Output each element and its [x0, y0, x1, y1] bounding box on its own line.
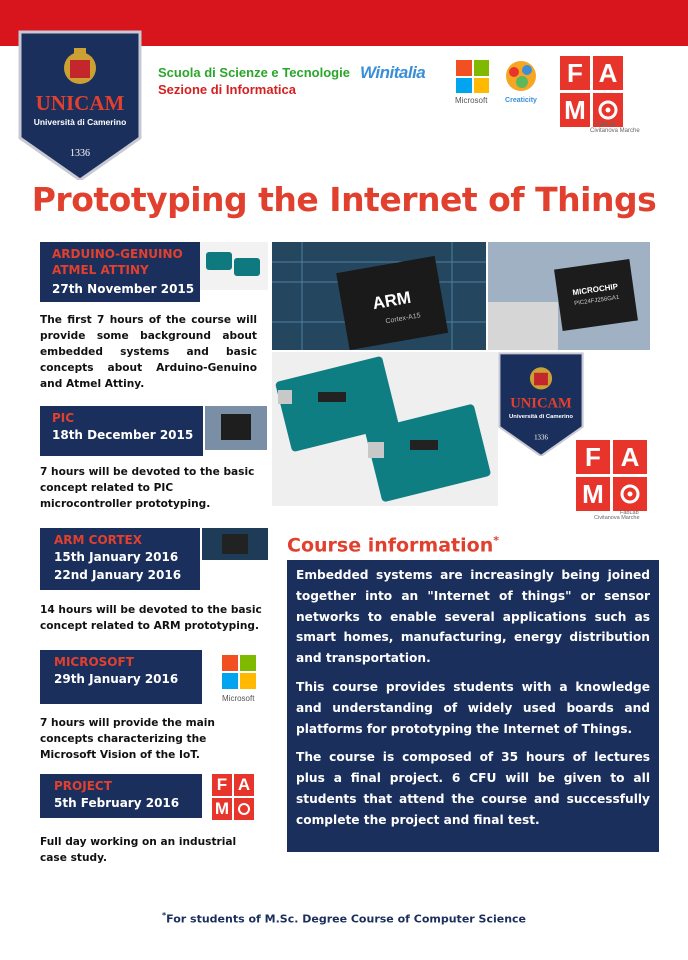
fam-letter-a: A — [613, 440, 647, 474]
footnote-mark: * — [161, 911, 167, 920]
unicam-subtitle: Università di Camerino — [509, 413, 573, 420]
course-info-paragraph-1: Embedded systems are increasingly being joined together into an "Internet of things" or sensor networks to enable several applications such as smart homes, manufacturing, energy distribution and transportation. — [296, 568, 650, 666]
course-info-title-text: Course information — [287, 534, 494, 557]
gear-icon — [613, 477, 647, 511]
session-date: 18th December 2015 — [52, 428, 194, 442]
coat-of-arms-icon — [530, 367, 552, 389]
microsoft-logo-icon — [456, 60, 490, 94]
fam-caption-fablab: FabLab — [596, 122, 617, 128]
microsoft-caption: Microsoft — [455, 96, 488, 105]
session-date: 15th January 2016 — [54, 550, 179, 564]
session-topic: PIC — [52, 411, 75, 425]
unicam-name: UNICAM — [510, 395, 572, 412]
fam-letter-m: M — [576, 477, 610, 511]
arm-chip-photo — [272, 242, 486, 350]
session-pic-description: 7 hours will be devoted to the basic concept related to PIC microcontroller prototyping. — [40, 466, 255, 510]
fam-letter-f: F — [576, 440, 610, 474]
session-arm-description: 14 hours will be devoted to the basic concept related to ARM prototyping. — [40, 604, 262, 632]
course-info-paragraph-2: This course provides students with a knowledge and understanding of widely used boards and platforms for prototyping the Internet of Things. — [296, 679, 650, 736]
fam-letter-a: A — [593, 56, 623, 90]
fam-caption-city: Civitanova Marche — [590, 128, 640, 134]
fablab-logo — [560, 56, 640, 134]
creaticity-caption: Creaticity — [505, 97, 537, 104]
microchip-brand: MICROCHIP — [571, 281, 619, 298]
fam-letter-f: F — [212, 774, 232, 796]
session-date: 27th November 2015 — [52, 282, 195, 296]
arm-chip-model: Cortex-A15 — [385, 312, 422, 326]
unicam-logo-small — [498, 352, 584, 456]
arduino-boards-photo — [272, 352, 498, 506]
session-topic: PROJECT — [54, 779, 112, 793]
session-date-2: 22nd January 2016 — [54, 568, 182, 582]
pic-thumbnail — [205, 406, 267, 450]
fablab-logo-small — [212, 774, 262, 824]
fam-letter-f: F — [560, 56, 590, 90]
session-arduino-header — [40, 242, 200, 302]
footnote — [0, 911, 688, 926]
session-date: 5th February 2016 — [54, 796, 180, 810]
creaticity-logo — [502, 58, 540, 104]
arm-chip-brand: ARM — [371, 287, 413, 314]
school-line-1: Scuola di Scienze e Tecnologie — [158, 65, 350, 80]
unicam-year: 1336 — [70, 148, 90, 159]
footnote-text: For students of M.Sc. Degree Course of Computer Science — [166, 912, 527, 926]
session-microsoft-description: 7 hours will provide the main concepts characterizing the Microsoft Vision of the IoT. — [40, 717, 215, 761]
course-info-title-mark: * — [493, 534, 499, 547]
arduino-thumbnail — [200, 242, 268, 290]
course-info-paragraph-3: The course is composed of 35 hours of lectures plus a final project. 6 CFU will be given to all students that attend the course and successfully complete the project and final test. — [296, 750, 650, 827]
session-microsoft-header — [40, 650, 202, 704]
microchip-model: PIC24FJ256GA1 — [573, 294, 620, 308]
school-name — [158, 64, 350, 98]
unicam-logo — [18, 30, 142, 180]
session-topic-2: ATMEL ATTINY — [52, 263, 149, 277]
unicam-name: UNICAM — [35, 91, 125, 115]
session-pic-header — [40, 406, 203, 456]
unicam-year: 1336 — [534, 434, 548, 442]
session-topic: MICROSOFT — [54, 655, 134, 669]
winitalia-logo: Winitalia — [360, 63, 426, 82]
arm-thumbnail — [202, 528, 268, 560]
course-info-title — [287, 534, 499, 556]
fablab-logo-medium — [576, 440, 652, 520]
session-project-description: Full day working on an industrial case study. — [40, 836, 237, 864]
fam-letter-m: M — [560, 93, 590, 127]
session-project-header — [40, 774, 202, 818]
school-line-2: Sezione di Informatica — [158, 82, 296, 97]
session-topic: ARDUINO-GENUINO — [52, 247, 183, 261]
fam-caption-city: Civitanova Marche — [594, 515, 640, 521]
microsoft-small-caption: Microsoft — [222, 694, 255, 703]
microchip-photo — [488, 242, 650, 350]
fam-letter-a: A — [234, 774, 254, 796]
fam-caption-fablab: FabLab — [620, 510, 639, 516]
session-arduino-description: The first 7 hours of the course will provide some background about embedded systems and basic concepts about Arduino-Genuino and Atmel Attiny. — [40, 314, 257, 390]
session-date: 29th January 2016 — [54, 672, 179, 686]
fam-letter-m: M — [212, 798, 232, 820]
page-title: Prototyping the Internet of Things — [31, 180, 657, 219]
microsoft-logo-small-icon — [222, 655, 257, 690]
session-arm-header — [40, 528, 200, 590]
session-topic: ARM CORTEX — [54, 533, 142, 547]
gear-icon — [234, 798, 254, 820]
course-info-box — [287, 560, 659, 852]
unicam-subtitle: Università di Camerino — [33, 117, 127, 127]
